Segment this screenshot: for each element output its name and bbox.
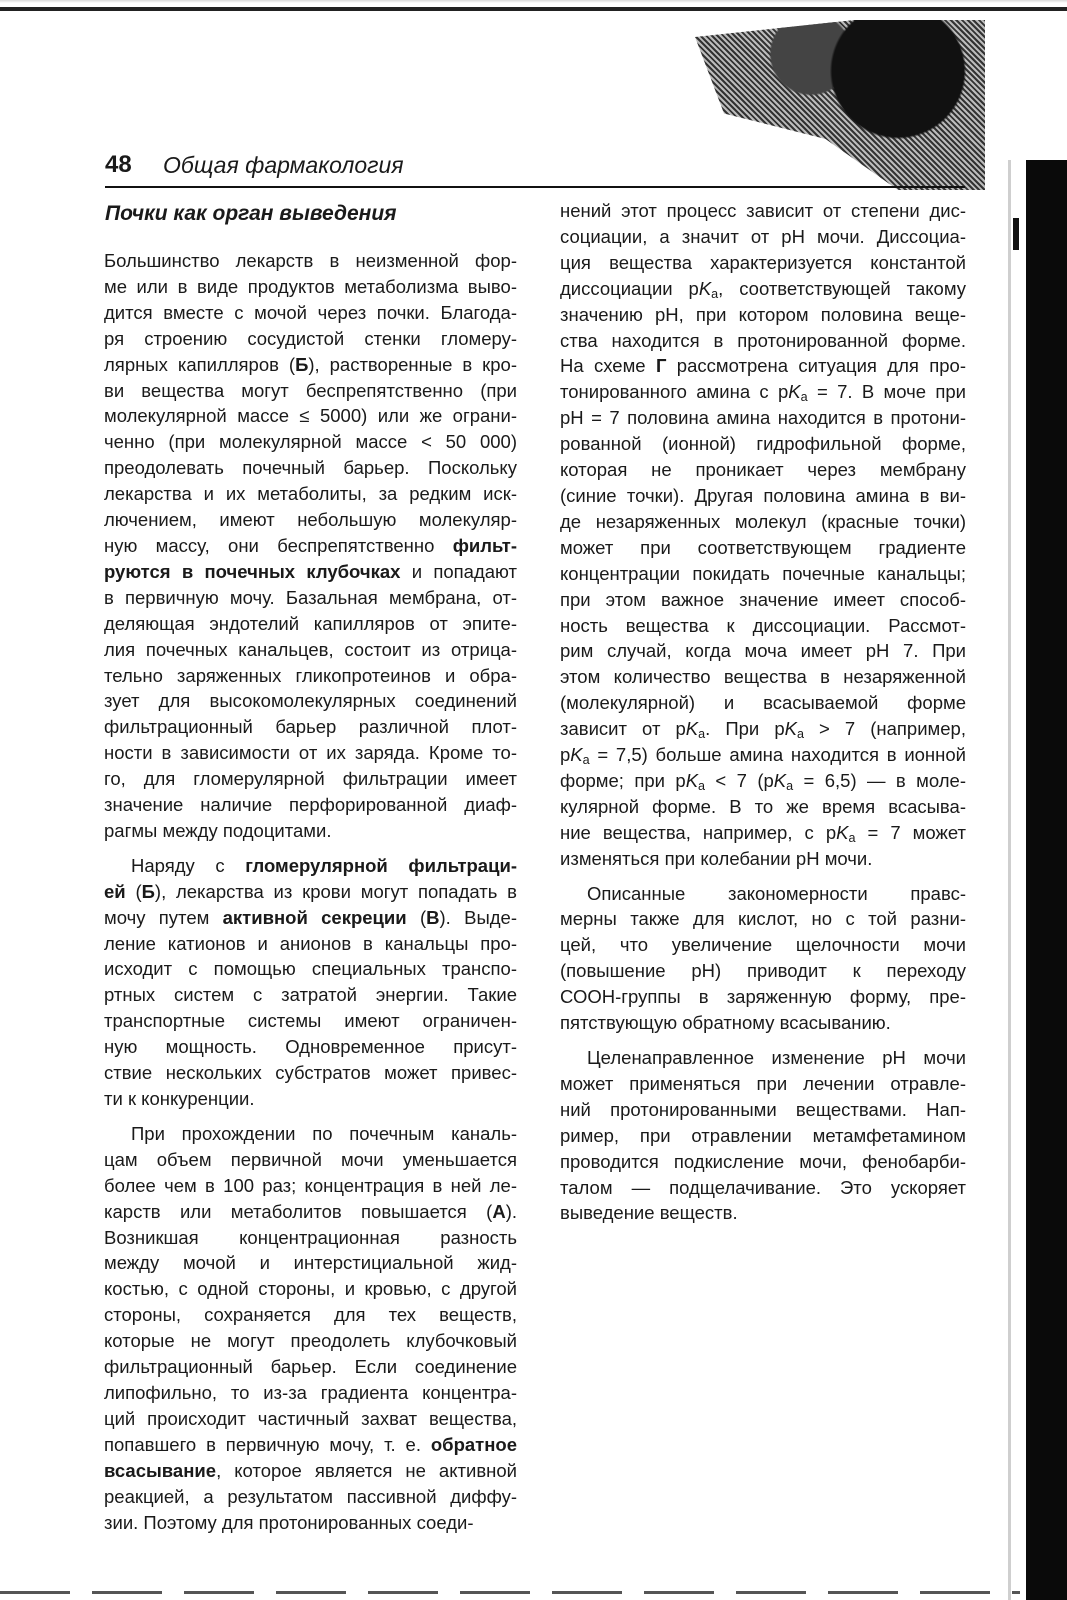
- text-line: [104, 663, 517, 689]
- text-run: рассмотрена ситуация для про-: [666, 355, 966, 377]
- text-line: [560, 1071, 966, 1097]
- left-text-column: [104, 248, 517, 1535]
- text-run: (повышение pH) приводит к переходу: [560, 960, 966, 982]
- subscript: a: [800, 390, 808, 405]
- text-run: ности в зависимости от их заряда. Кроме то-: [104, 742, 517, 764]
- text-line: [104, 1432, 517, 1458]
- text-line: [560, 198, 966, 224]
- text-run: значение наличие перфорированной диаф-: [104, 794, 517, 816]
- text-run: При прохождении по почечным каналь-: [131, 1122, 517, 1144]
- text-run: (: [406, 906, 427, 928]
- paragraph-gap: [560, 872, 966, 881]
- text-run: го, для гломерулярной фильтрации имеет: [104, 768, 517, 790]
- text-line: [104, 326, 517, 352]
- text-run: руются в почечных клубочках: [104, 560, 401, 582]
- scan-right-shadow: [1026, 160, 1067, 1600]
- text-line: [560, 328, 966, 354]
- text-line: [104, 533, 517, 559]
- text-run: деляющая эндотелий капилляров от эпите-: [104, 612, 517, 634]
- text-run: дится вместе с мочой через почки. Благода-: [104, 301, 517, 323]
- paragraph-gap: [104, 1112, 517, 1121]
- text-run: А: [492, 1200, 506, 1222]
- text-run: талом — подщелачивание. Это ускоряет: [560, 1176, 966, 1198]
- text-run: цам объем первичной мочи уменьшается: [104, 1148, 517, 1170]
- text-line: [560, 820, 966, 846]
- text-run: Б: [141, 880, 155, 902]
- text-run: ность вещества к диссоциации. Рассмот-: [560, 614, 966, 636]
- text-run: (: [125, 880, 142, 902]
- text-run: между мочой и интерстициальной жид-: [104, 1252, 517, 1274]
- text-line: [560, 846, 966, 872]
- text-run: тельно заряженных гликопротеинов и обра-: [104, 664, 517, 686]
- text-run: ря строению сосудистой стенки гломеру-: [104, 327, 517, 349]
- text-line: [560, 768, 966, 794]
- text-line: [560, 932, 966, 958]
- text-line: [104, 1147, 517, 1173]
- text-line: [104, 1510, 517, 1536]
- text-run: ченно (при молекулярной массе < 50 000): [104, 431, 517, 453]
- text-run: изменяться при колебании pH мочи.: [560, 847, 873, 869]
- text-run: и попадают: [400, 560, 517, 582]
- text-run: , которое является не активной: [216, 1459, 517, 1481]
- text-line: [104, 559, 517, 585]
- text-line: [104, 378, 517, 404]
- text-line: [560, 276, 966, 302]
- text-line: [560, 1010, 966, 1036]
- text-run: ция вещества характеризуется константой: [560, 251, 966, 273]
- text-line: [104, 792, 517, 818]
- text-line: [560, 431, 966, 457]
- text-run: лючением, имеют небольшую молекуляр-: [104, 509, 517, 531]
- text-run: кулярной форме. В то же время всасыва-: [560, 795, 966, 817]
- text-run: (молекулярной) и всасываемой форме: [560, 692, 966, 714]
- text-run: при этом важное значение имеет способ-: [560, 588, 966, 610]
- text-line: [104, 688, 517, 714]
- text-line: [560, 638, 966, 664]
- page-number: 48: [105, 151, 132, 178]
- page-header: [105, 150, 965, 188]
- text-line: [104, 637, 517, 663]
- running-title: Общая фармакология: [163, 152, 404, 178]
- text-line: [560, 379, 966, 405]
- scan-right-tick: [1013, 218, 1019, 250]
- text-line: [104, 1173, 517, 1199]
- text-run: K: [685, 769, 699, 791]
- text-line: [560, 742, 966, 768]
- text-line: [560, 224, 966, 250]
- subscript: a: [698, 727, 706, 742]
- text-run: ства находится в протонированной форме.: [560, 329, 966, 351]
- text-run: ример, при отравлении метамфетамином: [560, 1124, 966, 1146]
- text-run: СООН-группы в заряженную форму, пре-: [560, 986, 966, 1008]
- text-run: карств или метаболитов повышается (: [104, 1200, 493, 1222]
- text-run: мочу путем: [104, 906, 223, 928]
- text-line: [104, 1060, 517, 1086]
- text-run: мерны также для кислот, но с той разни-: [560, 908, 966, 930]
- text-run: гломерулярной фильтраци-: [245, 854, 517, 876]
- text-run: пятствующую обратному всасыванию.: [560, 1012, 891, 1034]
- text-run: ), растворенные в кро-: [308, 353, 517, 375]
- text-line: [104, 1250, 517, 1276]
- text-run: форме; при p: [560, 769, 686, 791]
- text-line: [104, 1008, 517, 1034]
- subscript: a: [796, 727, 804, 742]
- text-line: [104, 1484, 517, 1510]
- text-run: ствие нескольких субстратов может привес-: [104, 1062, 517, 1084]
- subscript: a: [711, 286, 719, 301]
- text-run: реакцией, а результатом пассивной диффу-: [104, 1485, 517, 1507]
- section-heading: Почки как орган выведения: [105, 202, 397, 225]
- text-line: [104, 429, 517, 455]
- text-line: [560, 1175, 966, 1201]
- subscript: a: [698, 779, 706, 794]
- text-line: [560, 794, 966, 820]
- text-line: [104, 1034, 517, 1060]
- text-run: значению pH, при котором половина веще-: [560, 303, 966, 325]
- text-run: ме или в виде продуктов метаболизма выво-: [104, 275, 517, 297]
- text-run: нений этот процесс зависит от степени дис-: [560, 200, 966, 221]
- text-run: = 7,5) больше амина находится в ионной: [589, 744, 966, 766]
- text-run: попавшего в первичную мочу, т. е.: [104, 1433, 431, 1455]
- text-line: [560, 405, 966, 431]
- text-line: [560, 1200, 966, 1226]
- text-line: [560, 509, 966, 535]
- text-line: [104, 248, 517, 274]
- text-line: [104, 818, 517, 844]
- text-run: ), лекарства из крови могут попадать в: [154, 880, 517, 902]
- text-run: в первичную мочу. Базальная мембрана, от-: [104, 586, 517, 608]
- text-line: [560, 302, 966, 328]
- text-line: [104, 352, 517, 378]
- text-line: [560, 613, 966, 639]
- text-run: K: [773, 769, 787, 791]
- text-line: [104, 507, 517, 533]
- text-run: рим случай, когда моча имеет pH 7. При: [560, 640, 966, 662]
- subscript: a: [786, 779, 794, 794]
- text-run: , соответствующей такому: [718, 277, 966, 299]
- text-line: [560, 535, 966, 561]
- scan-right-line: [1008, 160, 1011, 1600]
- text-run: . При p: [705, 718, 785, 740]
- text-run: может применяться при лечении отравле-: [560, 1072, 966, 1094]
- text-line: [104, 1276, 517, 1302]
- text-line: [104, 1328, 517, 1354]
- text-run: ную мощность. Одновременное присут-: [104, 1036, 517, 1058]
- text-run: выведение веществ.: [560, 1202, 738, 1224]
- text-run: фильтрационный барьер различной плот-: [104, 716, 517, 738]
- text-line: [104, 956, 517, 982]
- text-line: [104, 905, 517, 931]
- text-run: всасывание: [104, 1459, 217, 1481]
- text-run: K: [685, 718, 699, 740]
- text-run: Целенаправленное изменение pH мочи: [587, 1047, 966, 1068]
- text-line: [560, 457, 966, 483]
- text-line: [560, 1045, 966, 1071]
- text-line: [560, 716, 966, 742]
- text-run: K: [570, 744, 583, 766]
- text-run: K: [836, 821, 849, 843]
- text-run: фильт-: [452, 534, 517, 556]
- text-run: липофильно, то из-за градиента концентра-: [104, 1381, 517, 1403]
- text-run: = 6,5) — в моле-: [793, 769, 966, 791]
- text-run: Наряду с: [131, 854, 246, 876]
- text-run: ний протонированными веществами. Нап-: [560, 1098, 966, 1120]
- text-run: ную массу, они беспрепятственно: [104, 534, 453, 556]
- text-run: ртных систем с затратой энергии. Такие: [104, 984, 517, 1006]
- text-run: цей, что увеличение щелочности мочи: [560, 934, 966, 956]
- text-run: лия почечных канальцев, состоит из отрица-: [104, 638, 517, 660]
- subscript: a: [848, 830, 856, 845]
- text-run: лярных капилляров (: [104, 353, 296, 375]
- text-run: На схеме: [560, 355, 656, 377]
- text-line: [104, 982, 517, 1008]
- text-run: = 7 может: [855, 821, 966, 843]
- text-run: исходит с помощью специальных транспо-: [104, 958, 517, 980]
- text-run: K: [698, 277, 712, 299]
- text-line: [560, 690, 966, 716]
- text-run: которые не могут преодолеть клубочковый: [104, 1330, 517, 1352]
- text-run: преодолевать почечный барьер. Поскольку: [104, 457, 517, 479]
- text-line: [104, 585, 517, 611]
- text-run: стороны, сохраняется для тех веществ,: [104, 1304, 517, 1326]
- text-line: [104, 740, 517, 766]
- text-run: может при соответствующем градиенте: [560, 536, 966, 558]
- text-run: костью, с одной стороны, и кровью, с другой: [104, 1278, 517, 1300]
- text-run: концентрации покидать почечные канальцы;: [560, 562, 966, 584]
- text-run: ти к конкуренции.: [104, 1088, 255, 1109]
- text-line: [104, 1458, 517, 1484]
- text-line: [104, 1225, 517, 1251]
- text-line: [104, 766, 517, 792]
- text-line: [104, 300, 517, 326]
- text-run: фильтрационный барьер. Если соединение: [104, 1356, 517, 1378]
- text-run: диссоциации p: [560, 277, 699, 299]
- text-run: обратное: [430, 1433, 517, 1455]
- text-line: [560, 906, 966, 932]
- text-line: [560, 958, 966, 984]
- text-line: [104, 403, 517, 429]
- text-run: p: [560, 744, 571, 766]
- text-line: [560, 1097, 966, 1123]
- text-run: социации, а значит от pH мочи. Диссоциа-: [560, 225, 966, 247]
- text-run: ление катионов и анионов в канальцы про-: [104, 932, 517, 954]
- text-run: > 7 (например,: [803, 718, 966, 740]
- text-line: [104, 611, 517, 637]
- text-run: Г: [655, 355, 667, 377]
- text-run: В: [426, 906, 440, 928]
- text-run: ).: [505, 1200, 517, 1222]
- text-run: K: [784, 718, 797, 740]
- text-line: [560, 353, 966, 379]
- text-run: ви вещества могут беспрепятственно (при: [104, 379, 517, 401]
- text-run: молекулярной массе ≤ 5000) или же ограни-: [104, 405, 517, 427]
- text-run: де незаряженных молекул (красные точки): [560, 510, 966, 532]
- text-line: [104, 1354, 517, 1380]
- text-run: K: [788, 381, 801, 403]
- text-line: [104, 879, 517, 905]
- text-line: [560, 561, 966, 587]
- right-text-column: [560, 198, 966, 1226]
- text-line: [560, 664, 966, 690]
- text-line: [104, 1380, 517, 1406]
- paragraph-gap: [560, 1036, 966, 1045]
- text-run: pH = 7 половина амина находится в протони-: [560, 407, 966, 429]
- text-line: [560, 483, 966, 509]
- text-run: лекарства и их метаболиты, за редким иск-: [104, 483, 517, 505]
- text-run: проводится подкисление мочи, фенобарби-: [560, 1150, 966, 1172]
- text-line: [104, 481, 517, 507]
- text-line: [560, 250, 966, 276]
- text-line: [560, 1123, 966, 1149]
- text-line: [104, 853, 517, 879]
- scan-bottom-edge: [0, 1591, 1020, 1594]
- text-run: ). Выде-: [439, 906, 517, 928]
- text-run: Описанные закономерности правс-: [587, 882, 966, 904]
- text-run: рагмы между подоцитами.: [104, 819, 332, 841]
- text-line: [560, 1149, 966, 1175]
- text-run: зависит от p: [560, 718, 686, 740]
- text-run: Большинство лекарств в неизменной фор-: [104, 250, 517, 271]
- subscript: a: [582, 753, 590, 768]
- text-run: более чем в 100 раз; концентрация в ней ле-: [104, 1174, 517, 1196]
- text-line: [104, 1406, 517, 1432]
- text-run: активной секреции: [222, 906, 407, 928]
- text-run: тонированного амина с p: [560, 381, 789, 403]
- text-run: рованной (ионной) гидрофильной форме,: [560, 433, 966, 455]
- text-run: которая не проникает через мембрану: [560, 459, 966, 481]
- text-line: [104, 274, 517, 300]
- text-run: Б: [295, 353, 309, 375]
- text-line: [560, 587, 966, 613]
- text-line: [104, 714, 517, 740]
- paragraph-gap: [104, 844, 517, 853]
- text-run: Возникшая концентрационная разность: [104, 1226, 517, 1248]
- text-run: этом количество вещества в незаряженной: [560, 666, 966, 688]
- text-line: [560, 984, 966, 1010]
- text-run: = 7. В моче при: [807, 381, 966, 403]
- text-run: (синие точки). Другая половина амина в ви-: [560, 484, 966, 506]
- text-line: [560, 881, 966, 907]
- text-line: [104, 931, 517, 957]
- text-run: зует для высокомолекулярных соединений: [104, 690, 517, 712]
- text-line: [104, 455, 517, 481]
- text-run: ей: [104, 880, 126, 902]
- scan-top-edge: [0, 0, 1067, 16]
- text-run: ние вещества, например, с p: [560, 821, 837, 843]
- text-run: транспортные системы имеют ограничен-: [104, 1010, 517, 1032]
- text-line: [104, 1086, 517, 1112]
- text-line: [104, 1199, 517, 1225]
- text-line: [104, 1121, 517, 1147]
- text-run: < 7 (p: [705, 769, 774, 791]
- text-run: ций происходит частичный захват вещества,: [104, 1407, 517, 1429]
- text-line: [104, 1302, 517, 1328]
- text-run: зии. Поэтому для протонированных соеди-: [104, 1511, 474, 1533]
